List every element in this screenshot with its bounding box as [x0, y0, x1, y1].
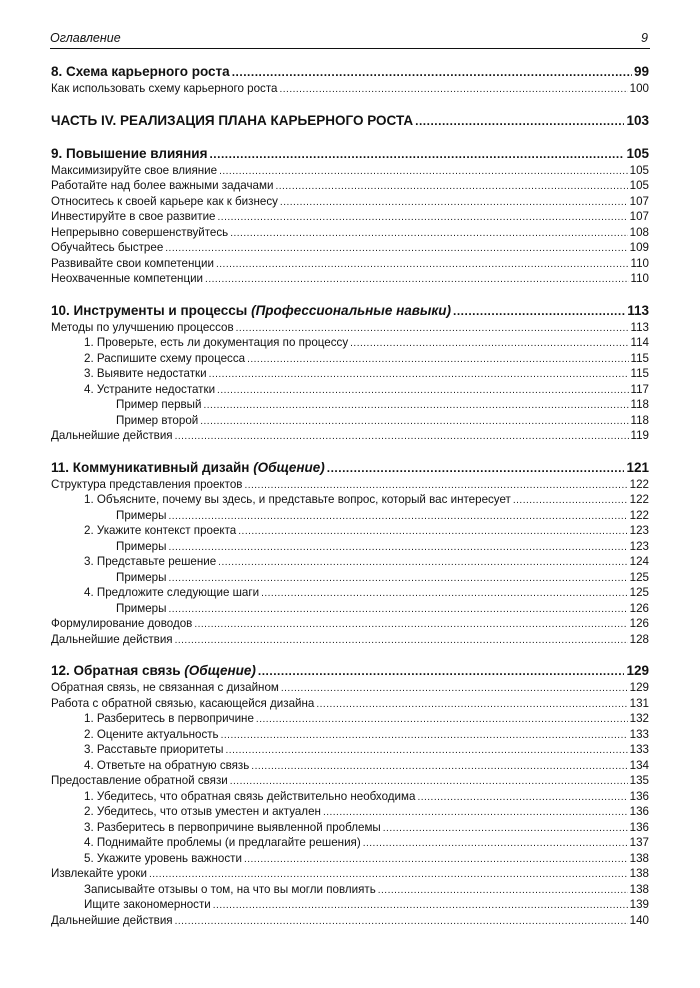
- chapter-title-text: 10. Инструменты и процессы: [51, 302, 248, 318]
- entry-title: 2. Распишите схему процесса: [84, 351, 246, 365]
- toc-entry[interactable]: [51, 554, 649, 570]
- chapter-title: [51, 661, 256, 680]
- entry-title: 3. Разберитесь в первопричине выявленной проблемы: [84, 820, 381, 834]
- entry-title: Как использовать схему карьерного роста: [51, 82, 278, 95]
- page-number: 126: [629, 617, 649, 630]
- page-number: 131: [629, 696, 649, 710]
- toc-entry[interactable]: [51, 804, 649, 820]
- page-number: 115: [630, 367, 649, 380]
- toc-entry[interactable]: [51, 397, 649, 413]
- entry-title: Записывайте отзывы о том, на что вы могли повлиять: [84, 882, 376, 896]
- page-number: 122: [629, 508, 649, 522]
- page-number: 113: [630, 320, 649, 334]
- leader-dots: [417, 790, 627, 806]
- leader-dots: [232, 63, 632, 82]
- page-number: 121: [626, 459, 649, 475]
- page-number: 129: [626, 663, 649, 678]
- page-number: 119: [630, 429, 649, 442]
- page-number: 115: [630, 351, 649, 365]
- leader-dots: [230, 226, 627, 242]
- entry-title: Инвестируйте в свое развитие: [51, 210, 216, 223]
- toc-entry[interactable]: [51, 585, 649, 601]
- leader-dots: [230, 774, 628, 790]
- leader-dots: [327, 459, 625, 478]
- entry-title: 2. Оцените актуальность: [84, 727, 219, 741]
- entry-title: Формулирование доводов: [51, 617, 193, 630]
- leader-dots: [194, 617, 627, 633]
- leader-dots: [175, 633, 628, 649]
- toc-entry[interactable]: [51, 758, 649, 774]
- entry-title: Дальнейшие действия: [51, 632, 173, 646]
- leader-dots: [219, 164, 628, 180]
- leader-dots: [218, 555, 627, 571]
- entry-title: Непрерывно совершенствуйтесь: [51, 225, 229, 239]
- entry-title: Относитесь к своей карьере как к бизнесу: [51, 194, 278, 208]
- page-number: 99: [633, 64, 649, 79]
- page-number: 134: [629, 758, 649, 772]
- toc-entry[interactable]: [51, 178, 649, 194]
- leader-dots: [200, 414, 628, 430]
- toc-entry[interactable]: [51, 727, 649, 743]
- leader-dots: [149, 867, 628, 883]
- page-number: 136: [629, 789, 649, 803]
- chapter-8-entry[interactable]: [51, 62, 649, 81]
- entry-title: Развивайте свои компетенции: [51, 256, 214, 270]
- leader-dots: [244, 478, 627, 494]
- entry-title: Извлекайте уроки: [51, 867, 147, 880]
- toc-entry[interactable]: [51, 835, 649, 851]
- toc-entry[interactable]: [51, 742, 649, 758]
- leader-dots: [217, 383, 628, 399]
- toc-entry[interactable]: [51, 711, 649, 727]
- leader-dots: [236, 321, 629, 337]
- entry-title: Структура представления проектов: [51, 477, 243, 491]
- leader-dots: [204, 398, 629, 414]
- leader-dots: [226, 743, 628, 759]
- part-4-entry[interactable]: [51, 111, 649, 130]
- chapter-9-entry[interactable]: [51, 144, 649, 163]
- entry-title: Ищите закономерности: [84, 898, 211, 911]
- chapter-11-entry[interactable]: [51, 458, 649, 477]
- toc-entry[interactable]: [51, 366, 649, 382]
- page-number: 138: [629, 851, 649, 865]
- leader-dots: [261, 586, 628, 602]
- page-number: 123: [629, 524, 649, 537]
- leader-dots: [323, 805, 628, 821]
- page-number: 129: [629, 681, 649, 694]
- leader-dots: [165, 241, 627, 257]
- header-page-number: 9: [641, 31, 648, 45]
- page-number: 139: [629, 898, 649, 911]
- toc-entry[interactable]: [51, 351, 649, 367]
- leader-dots: [209, 145, 624, 164]
- toc-entry[interactable]: [51, 256, 649, 272]
- leader-dots: [280, 195, 628, 211]
- page-number: 117: [630, 382, 649, 396]
- page-number: 118: [630, 413, 649, 427]
- leader-dots: [168, 571, 627, 587]
- chapter-subtitle: (Общение): [184, 663, 256, 678]
- leader-dots: [279, 82, 627, 98]
- entry-title: Методы по улучшению процессов: [51, 320, 234, 334]
- page-number: 126: [629, 601, 649, 615]
- entry-title: 5. Укажите уровень важности: [84, 851, 242, 865]
- entry-title: 1. Объясните, почему вы здесь, и представьте вопрос, который вас интересует: [84, 493, 511, 506]
- page-number: 109: [629, 241, 649, 254]
- leader-dots: [251, 759, 627, 775]
- entry-title: 4. Ответьте на обратную связь: [84, 758, 250, 772]
- entry-title: 3. Расставьте приоритеты: [84, 743, 224, 756]
- entry-title: Примеры: [116, 601, 167, 615]
- toc-entry[interactable]: [51, 382, 649, 398]
- page-number: 124: [629, 555, 649, 568]
- running-header: [50, 28, 650, 49]
- chapter-title-text: 11. Коммуникативный дизайн: [51, 459, 250, 475]
- leader-dots: [513, 493, 628, 509]
- entry-title: Дальнейшие действия: [51, 429, 173, 442]
- leader-dots: [209, 367, 629, 383]
- entry-title: Обучайтесь быстрее: [51, 241, 164, 254]
- leader-dots: [175, 914, 628, 930]
- page-number: 118: [630, 398, 649, 411]
- toc-entry[interactable]: [51, 680, 649, 696]
- toc-entry[interactable]: [51, 601, 649, 617]
- entry-title: Предоставление обратной связи: [51, 774, 228, 787]
- toc-entry[interactable]: [51, 866, 649, 882]
- leader-dots: [316, 697, 627, 713]
- leader-dots: [258, 662, 625, 681]
- toc-entry[interactable]: [51, 539, 649, 555]
- toc-entry[interactable]: [51, 428, 649, 444]
- leader-dots: [175, 429, 629, 445]
- chapter-title: 9. Повышение влияния: [51, 145, 208, 161]
- leader-dots: [453, 302, 625, 321]
- toc-entry[interactable]: [51, 320, 649, 336]
- page-number: 122: [629, 477, 649, 491]
- entry-title: Дальнейшие действия: [51, 913, 173, 927]
- leader-dots: [216, 257, 629, 273]
- leader-dots: [218, 210, 628, 226]
- chapter-10-entry[interactable]: [51, 301, 649, 320]
- page-number: 122: [629, 493, 649, 506]
- page-number: 128: [629, 632, 649, 646]
- toc-entry[interactable]: [51, 616, 649, 632]
- leader-dots: [363, 836, 628, 852]
- page-number: 135: [629, 774, 649, 787]
- leader-dots: [168, 602, 627, 618]
- page-number: 123: [629, 539, 649, 553]
- toc-entry[interactable]: [51, 477, 649, 493]
- entry-title: Неохваченные компетенции: [51, 272, 204, 285]
- page-number: 113: [627, 302, 649, 318]
- page-number: 125: [629, 570, 649, 584]
- page-number: 125: [629, 586, 649, 599]
- toc-entry[interactable]: [51, 209, 649, 225]
- page-number: 138: [629, 867, 649, 880]
- chapter-title-text: 12. Обратная связь: [51, 663, 181, 678]
- toc-entry[interactable]: [51, 225, 649, 241]
- page-number: 108: [629, 225, 649, 239]
- toc-entry[interactable]: [51, 851, 649, 867]
- toc-entry[interactable]: [51, 820, 649, 836]
- page-number: 136: [629, 820, 649, 834]
- toc-entry[interactable]: [51, 81, 649, 97]
- entry-title: 4. Устраните недостатки: [84, 382, 216, 396]
- chapter-subtitle: (Профессиональные навыки): [251, 302, 452, 318]
- leader-dots: [168, 540, 627, 556]
- entry-title: Работа с обратной связью, касающейся дизайна: [51, 696, 315, 710]
- page-number: 138: [629, 882, 649, 896]
- toc-entry[interactable]: [51, 696, 649, 712]
- page-number: 105: [629, 163, 649, 177]
- toc-entry[interactable]: [51, 240, 649, 256]
- page-number: 107: [629, 210, 649, 223]
- page-number: 133: [629, 727, 649, 741]
- header-title: Оглавление: [50, 31, 121, 45]
- page-number: 137: [629, 836, 649, 849]
- toc-entry[interactable]: [51, 897, 649, 913]
- toc-entry[interactable]: [51, 335, 649, 351]
- entry-title: 4. Предложите следующие шаги: [84, 586, 260, 599]
- entry-title: Максимизируйте свое влияние: [51, 163, 218, 177]
- leader-dots: [256, 712, 628, 728]
- page-number: 114: [630, 336, 649, 349]
- entry-title: 1. Убедитесь, что обратная связь действительно необходима: [84, 789, 416, 803]
- toc-entry[interactable]: [51, 194, 649, 210]
- leader-dots: [281, 681, 628, 697]
- page-number: 110: [630, 272, 649, 285]
- leader-dots: [221, 728, 628, 744]
- part-title: ЧАСТЬ IV. РЕАЛИЗАЦИЯ ПЛАНА КАРЬЕРНОГО РОСТА: [51, 112, 414, 128]
- entry-title: Обратная связь, не связанная с дизайном: [51, 681, 279, 694]
- page-number: 103: [626, 112, 649, 128]
- page-number: 107: [629, 194, 649, 208]
- leader-dots: [205, 272, 628, 288]
- entry-title: Работайте над более важными задачами: [51, 179, 274, 192]
- toc-entry[interactable]: [51, 492, 649, 508]
- entry-title: Примеры: [116, 570, 167, 584]
- page-number: 105: [629, 179, 649, 192]
- entry-title: Примеры: [116, 508, 167, 522]
- entry-title: Пример второй: [116, 413, 199, 427]
- page-number: 133: [629, 743, 649, 756]
- leader-dots: [383, 821, 628, 837]
- entry-title: 3. Представьте решение: [84, 555, 217, 568]
- toc-entry[interactable]: [51, 523, 649, 539]
- page-number: 105: [626, 145, 649, 161]
- toc-entry[interactable]: [51, 632, 649, 648]
- toc-entry[interactable]: [51, 570, 649, 586]
- toc-entry[interactable]: [51, 789, 649, 805]
- table-of-contents: [51, 62, 649, 928]
- entry-title: Пример первый: [116, 398, 202, 411]
- toc-entry[interactable]: [51, 508, 649, 524]
- entry-title: 4. Поднимайте проблемы (и предлагайте решения): [84, 836, 361, 849]
- toc-entry[interactable]: [51, 271, 649, 287]
- leader-dots: [378, 883, 628, 899]
- entry-title: 3. Выявите недостатки: [84, 367, 207, 380]
- chapter-title: [51, 458, 325, 477]
- leader-dots: [244, 852, 628, 868]
- entry-title: 2. Убедитесь, что отзыв уместен и актуален: [84, 805, 321, 818]
- page-number: 132: [629, 712, 649, 725]
- leader-dots: [238, 524, 627, 540]
- page-number: 110: [630, 256, 649, 270]
- page-number: 140: [629, 913, 649, 927]
- leader-dots: [213, 898, 628, 914]
- leader-dots: [247, 352, 628, 368]
- entry-title: 2. Укажите контекст проекта: [84, 524, 237, 537]
- chapter-title: 8. Схема карьерного роста: [51, 64, 230, 79]
- leader-dots: [415, 112, 624, 131]
- toc-entry[interactable]: [51, 773, 649, 789]
- toc-entry[interactable]: [51, 913, 649, 929]
- toc-entry[interactable]: [51, 882, 649, 898]
- leader-dots: [168, 509, 627, 525]
- chapter-title: [51, 301, 451, 320]
- entry-title: 1. Разберитесь в первопричине: [84, 712, 254, 725]
- entry-title: Примеры: [116, 539, 167, 553]
- page-number: 100: [629, 82, 649, 95]
- entry-title: 1. Проверьте, есть ли документация по процессу: [84, 336, 349, 349]
- chapter-subtitle: (Общение): [253, 459, 325, 475]
- toc-entry[interactable]: [51, 163, 649, 179]
- chapter-12-entry[interactable]: [51, 661, 649, 680]
- toc-entry[interactable]: [51, 413, 649, 429]
- leader-dots: [275, 179, 627, 195]
- page-number: 136: [629, 805, 649, 818]
- leader-dots: [350, 336, 628, 352]
